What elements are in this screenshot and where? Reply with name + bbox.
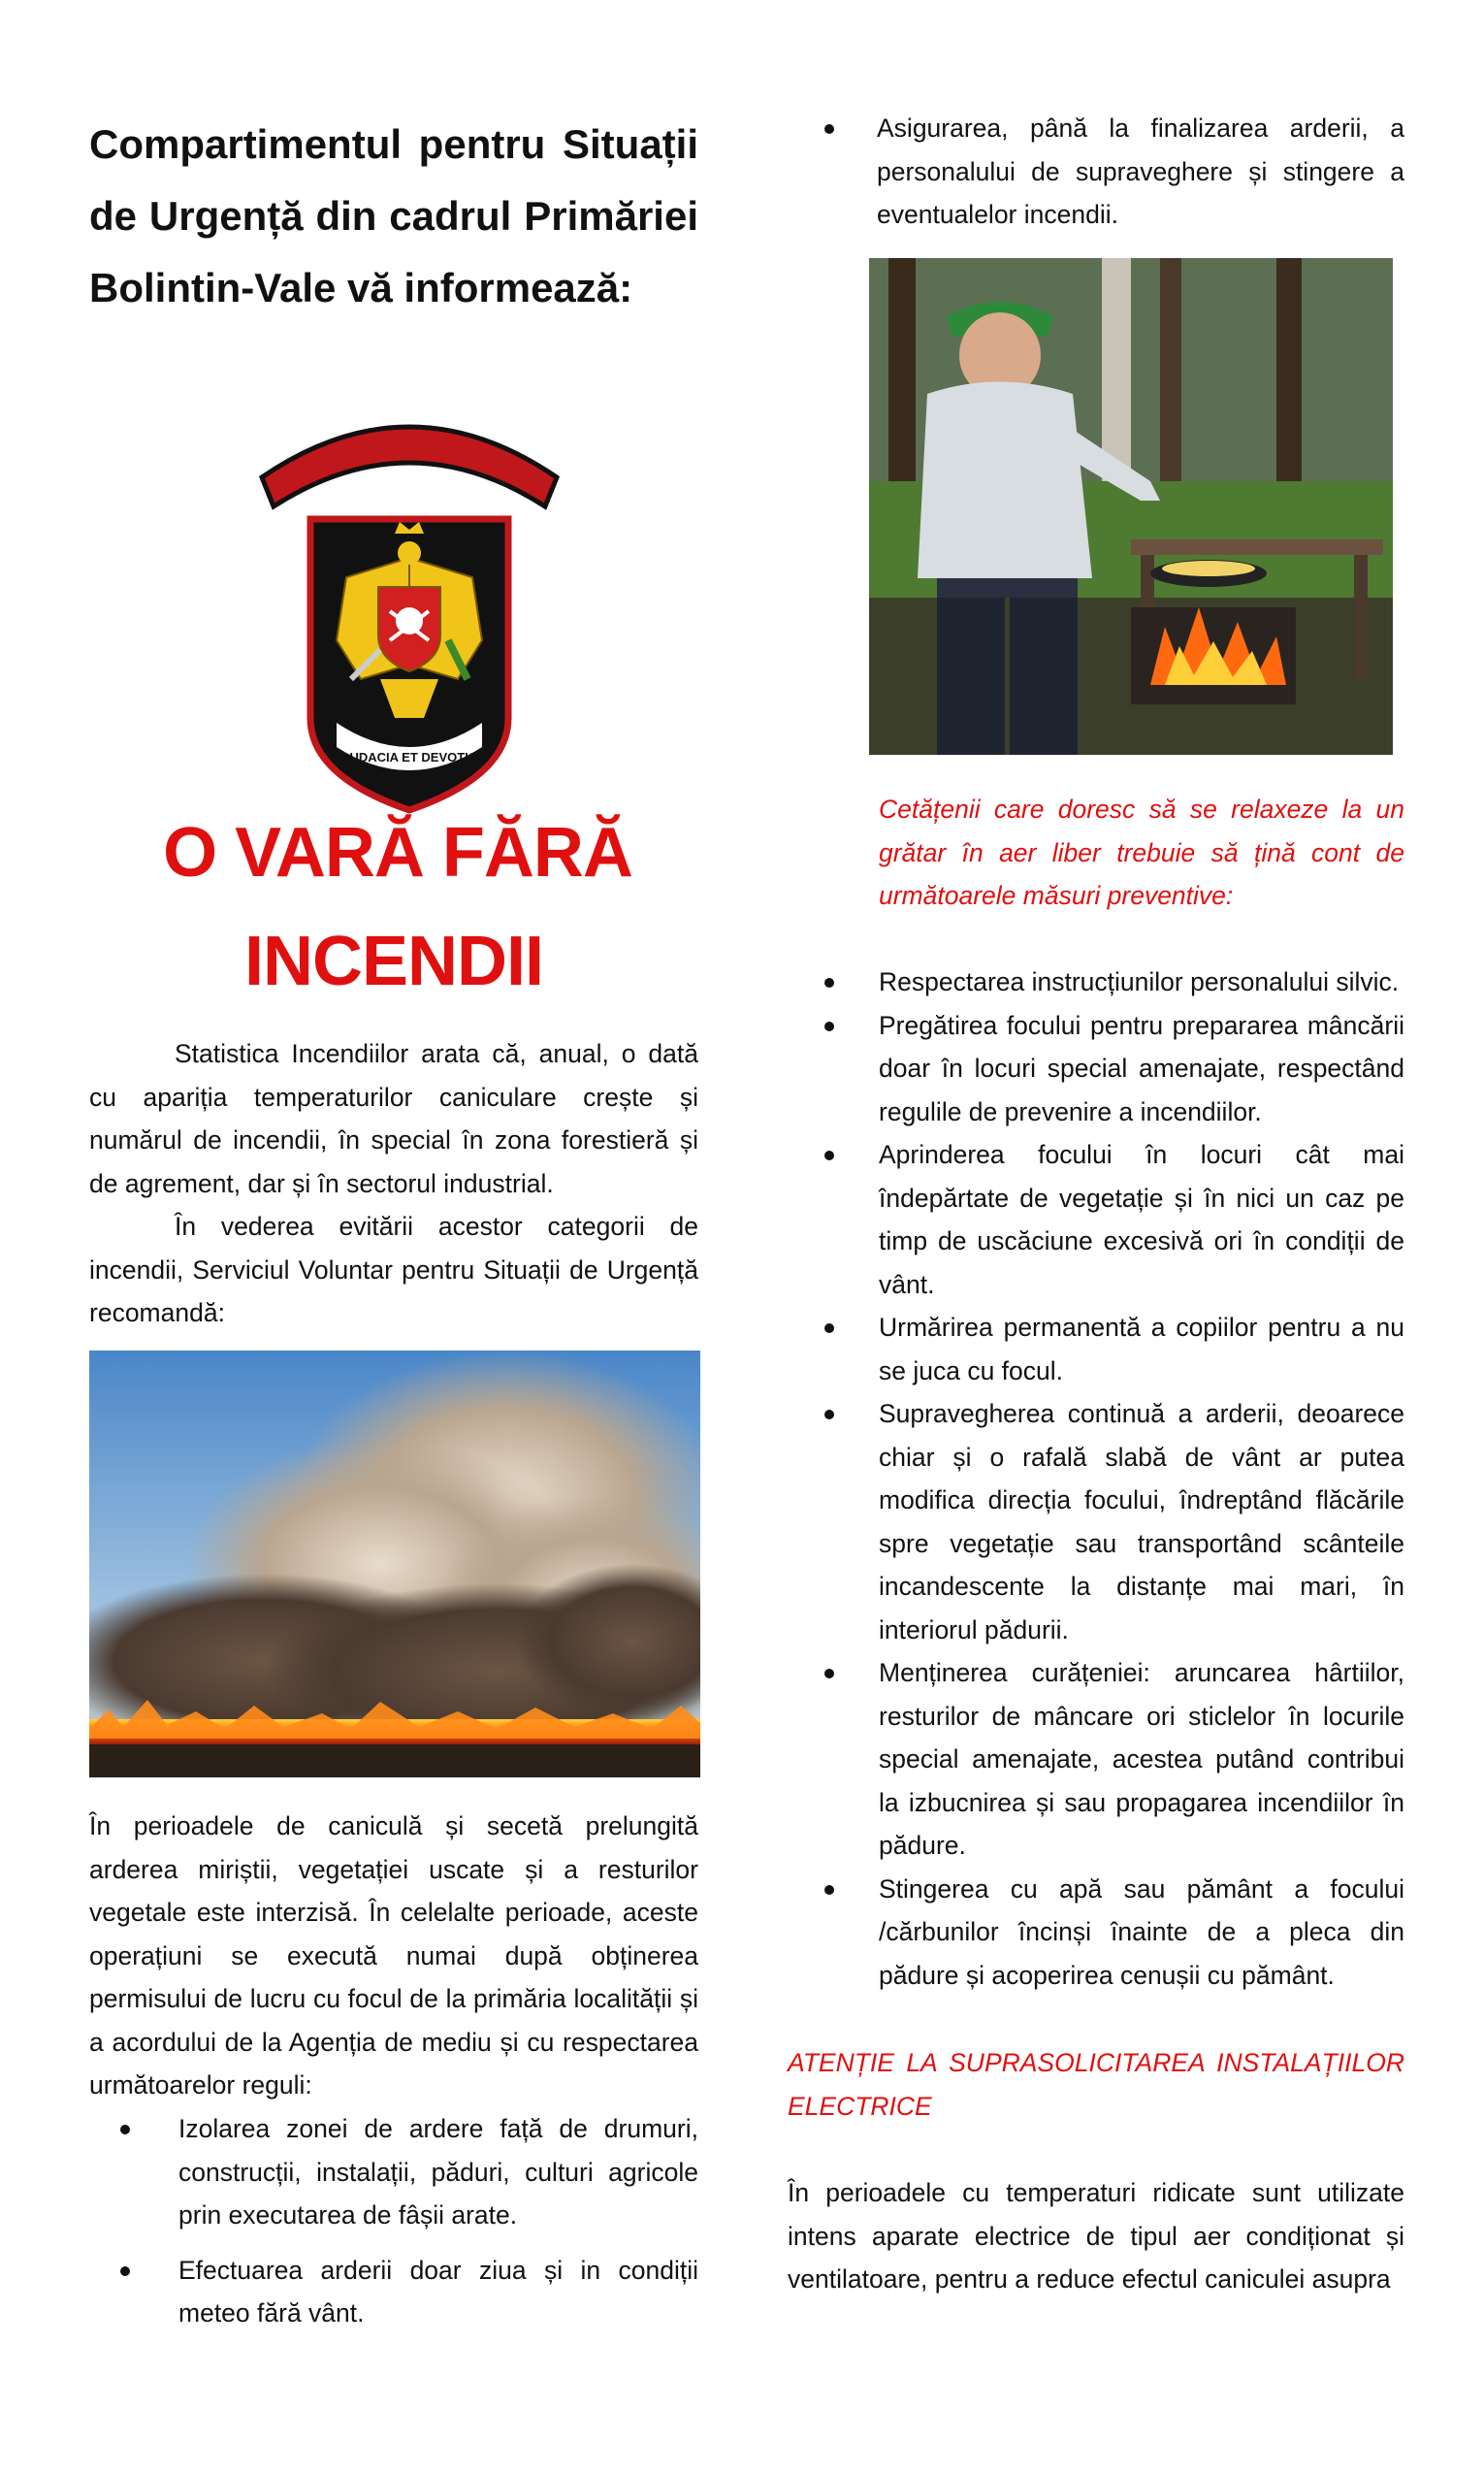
bullet-icon [824,1885,834,1895]
list-item: Izolarea zonei de ardere față de drumuri, construcții, instalații, păduri, culturi agricole prin executarea de fâșii arate. [89,2107,698,2237]
bullet-icon [120,2266,130,2276]
bullet-icon [824,1410,834,1419]
burn-rules-list-continued [788,107,1404,237]
list-item: Asigurarea, până la finalizarea arderii, a personalului de supraveghere și stingere a eventualelor incendii. [788,107,1404,237]
field-fire-photo [89,1351,700,1777]
intro-paragraph-2: În vederea evitării acestor categorii de incendii, Serviciul Voluntar pentru Situații de Urgență recomandă: [89,1212,698,1327]
main-title-line-2: INCENDII [243,923,544,1000]
list-item: Supravegherea continuă a arderii, deoarece chiar și o rafală slabă de vânt ar putea modifica direcția focului, îndreptând flăcările spre vegetație sau transportând scânteile incandescente la distanțe mai mari, în interiorul pădurii. [788,1392,1404,1651]
header-line: Compartimentul pentru Situații [89,121,698,167]
intro-paragraph-1: Statistica Incendiilor arata că, anual, o dată cu apariția temperaturilor caniculare crește și numărul de incendii, în special în zona forestieră și de agrement, dar și în sectorul industrial. [89,1039,698,1198]
logo-motto: AUDACIA ET DEVOTIO [340,750,478,765]
outdoor-grill-image [869,258,1393,755]
bullet-icon [824,978,834,988]
header-line: de Urgență din cadrul Primăriei [89,193,698,239]
bullet-icon [824,1022,834,1031]
header-line: Bolintin-Vale vă informează: [89,265,633,310]
bullet-icon [824,124,834,134]
bullet-icon [824,1323,834,1333]
field-fire-image [89,1351,700,1777]
grill-measures-list [788,960,1404,1997]
list-item: Efectuarea arderii doar ziua și in condiții meteo fără vânt. [89,2249,698,2335]
list-item: Respectarea instrucțiunilor personalului silvic. [788,960,1404,1004]
burn-rules-paragraph: În perioadele de caniculă și secetă prelungită arderea miriștii, vegetației uscate și a resturilor vegetale este interzisă. În celelalte perioade, aceste operațiuni se execută numai după obținerea permisului de lucru cu focul de la primăria localității și a acordului de la Agenția de mediu și cu respectarea următoarelor reguli: [89,1811,698,2100]
bullet-icon [824,1151,834,1160]
list-item: Menținerea curățeniei: aruncarea hârtiilor, resturilor de mâncare ori sticlelor în locurile special amenajate, acestea putând contribui la izbucnirea și sau propagarea incendiilor în pădure. [788,1651,1404,1868]
outdoor-grill-photo [869,258,1393,755]
logo-arc-text: S.V.S.U. [296,388,524,455]
bullet-icon [824,1669,834,1678]
bullet-icon [120,2125,130,2134]
grill-warning-intro: Cetățenii care doresc să se relaxeze la un grătar în aer liber trebuie să țină cont de următoarele măsuri preventive: [879,795,1404,910]
svsu-emblem-logo [254,388,565,815]
main-title-line-1: O VARĂ FĂRĂ [163,814,632,892]
burn-rules-list [89,2107,698,2335]
electric-warning-heading: ATENȚIE LA SUPRASOLICITAREA INSTALAȚIILOR ELECTRICE [788,2048,1404,2121]
list-item: Stingerea cu apă sau pământ a focului /cărbunilor încinși înainte de a pleca din pădure și acoperirea cenușii cu pământ. [788,1868,1404,1998]
list-item: Urmărirea permanentă a copiilor pentru a nu se juca cu focul. [788,1306,1404,1392]
electric-paragraph: În perioadele cu temperaturi ridicate sunt utilizate intens aparate electrice de tipul aer condiționat și ventilatoare, pentru a reduce efectul caniculei asupra [788,2178,1404,2294]
page-header [89,109,698,324]
list-item: Pregătirea focului pentru prepararea mâncării doar în locuri special amenajate, respectând regulile de prevenire a incendiilor. [788,1004,1404,1134]
list-item: Aprinderea focului în locuri cât mai îndepărtate de vegetație și în nici un caz pe timp de uscăciune excesivă ori în condiții de vânt. [788,1133,1404,1306]
